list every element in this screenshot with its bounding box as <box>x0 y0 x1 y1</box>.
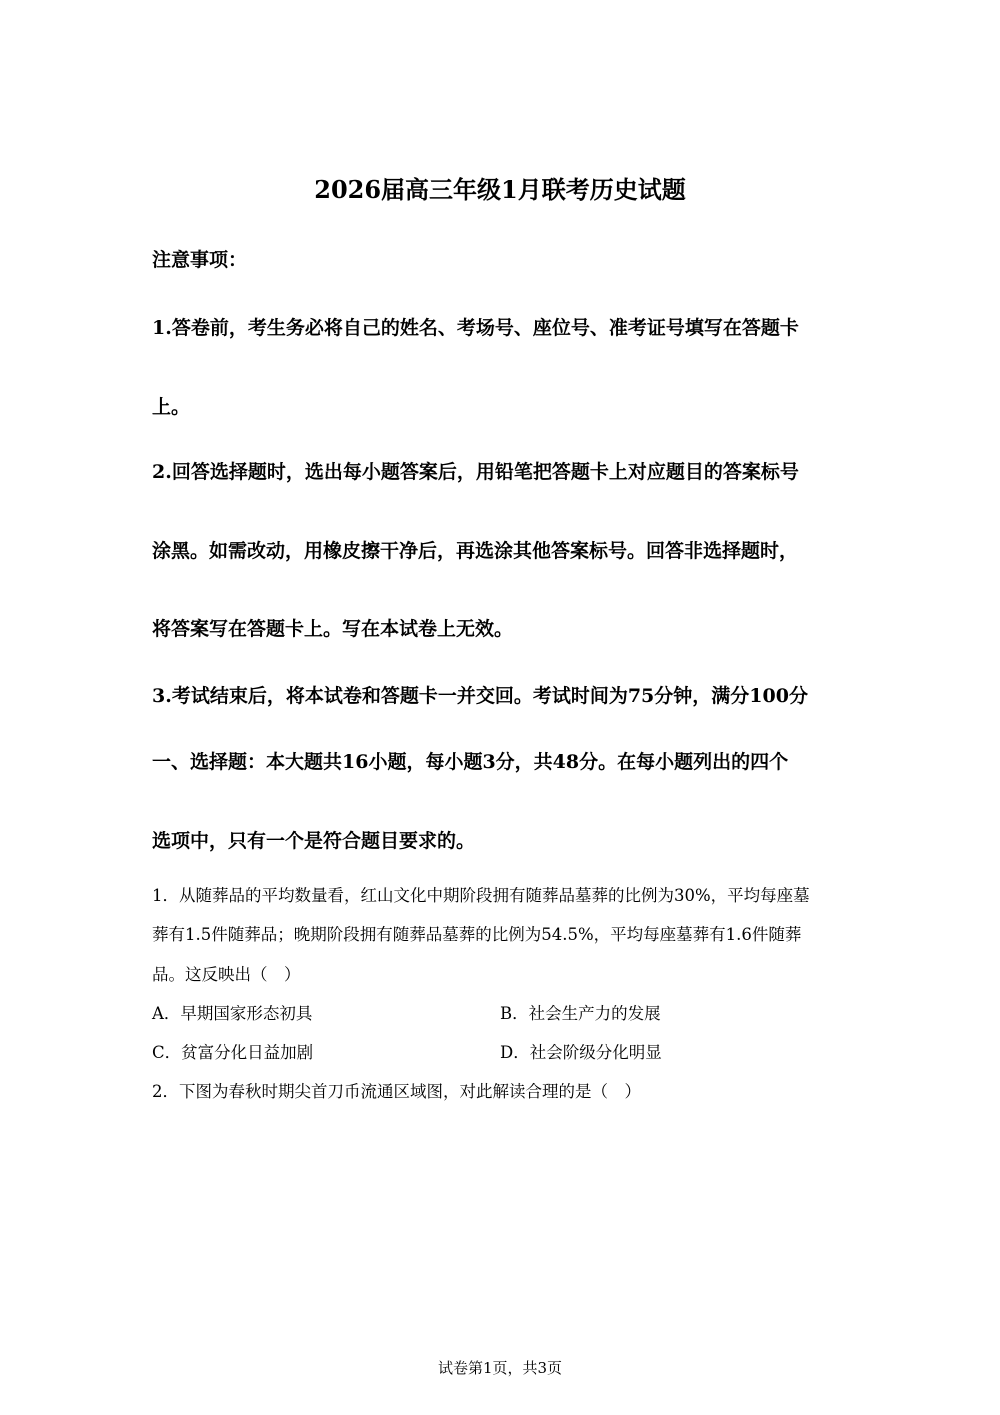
question-stem-line: 1．从随葬品的平均数量看，红山文化中期阶段拥有随葬品墓葬的比例为30%，平均每座墓 <box>152 886 810 905</box>
option-d: D．社会阶级分化明显 <box>500 1043 662 1062</box>
question-stem-line: 品。这反映出（ ） <box>152 965 301 984</box>
section-line: 选项中，只有一个是符合题目要求的。 <box>152 830 476 852</box>
notice-line: 涂黑。如需改动，用橡皮擦干净后，再选涂其他答案标号。回答非选择题时， <box>152 540 799 562</box>
notice-line: 上。 <box>152 396 191 418</box>
notice-line: 将答案写在答题卡上。写在本试卷上无效。 <box>152 618 514 640</box>
section-line: 一、选择题：本大题共16小题，每小题3分，共48分。在每小题列出的四个 <box>152 751 789 773</box>
option-b: B．社会生产力的发展 <box>500 1004 661 1023</box>
option-c: C．贫富分化日益加剧 <box>152 1043 314 1062</box>
question-stem-line: 2．下图为春秋时期尖首刀币流通区域图，对此解读合理的是（ ） <box>152 1082 641 1101</box>
notice-line: 2.回答选择题时，选出每小题答案后，用铅笔把答题卡上对应题目的答案标号 <box>152 461 799 483</box>
notice-heading: 注意事项： <box>152 249 248 271</box>
notice-line: 3.考试结束后，将本试卷和答题卡一并交回。考试时间为75分钟，满分100分 <box>152 685 808 707</box>
option-a: A．早期国家形态初具 <box>152 1004 313 1023</box>
notice-line: 1.答卷前，考生务必将自己的姓名、考场号、座位号、准考证号填写在答题卡 <box>152 317 799 339</box>
page-footer: 试卷第1页，共3页 <box>437 1359 563 1377</box>
exam-title: 2026届高三年级1月联考历史试题 <box>314 175 686 204</box>
question-stem-line: 葬有1.5件随葬品；晚期阶段拥有随葬品墓葬的比例为54.5%，平均每座墓葬有1.6件随葬 <box>152 925 802 944</box>
